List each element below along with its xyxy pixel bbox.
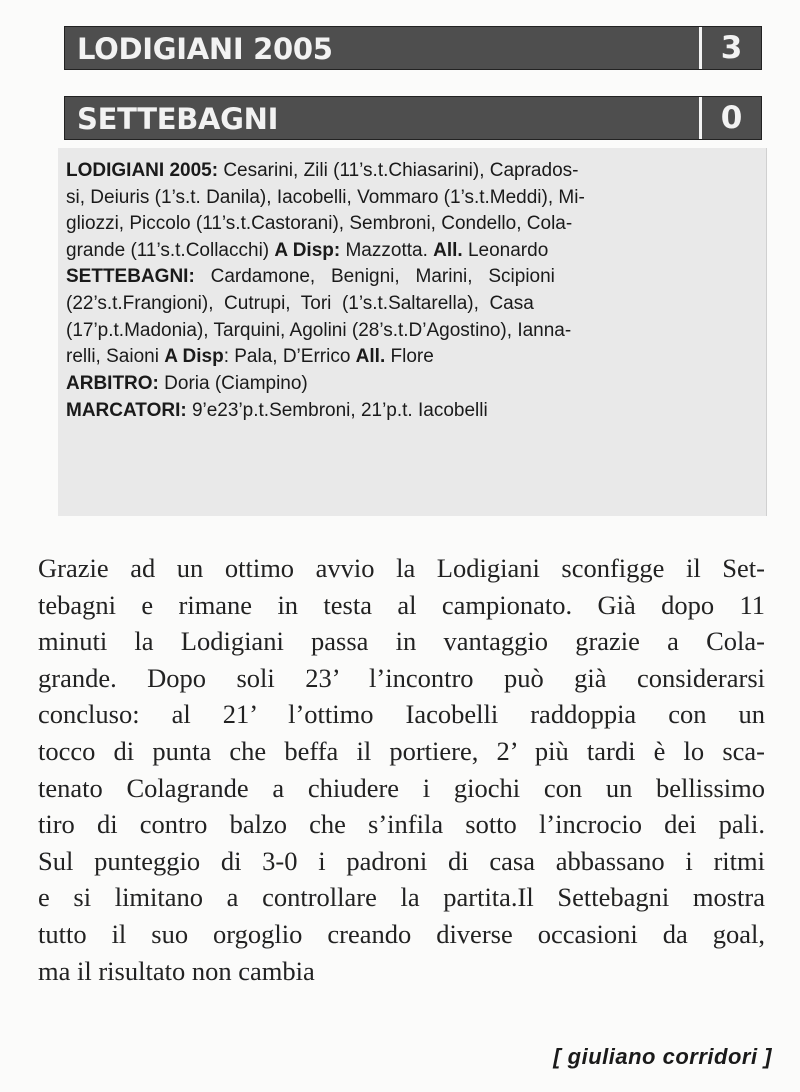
home-lineup-label: LODIGIANI 2005: (66, 160, 219, 181)
home-lineup-line-3: gliozzi, Piccolo (11’s.t.Castorani), Sembroni, Condello, Cola- (66, 213, 573, 234)
scoreboard-row-home (64, 26, 762, 70)
home-coach: Leonardo (462, 240, 549, 261)
home-disp-label: A Disp: (274, 240, 341, 261)
away-lineup-text-4: relli, Saioni (66, 346, 165, 367)
referee-line (66, 371, 756, 398)
scorers-line (66, 398, 756, 425)
away-coach-label: All. (355, 346, 386, 367)
report-line: Grazie ad un ottimo avvio la Lodigiani sconfigge il Set- (38, 553, 765, 583)
report-line: concluso: al 21’ l’ottimo Iacobelli raddoppia con un (38, 699, 765, 730)
away-lineup-line-2: (22’s.t.Frangioni), Cutrupi, Tori (1’s.t.Saltarella), Casa (66, 293, 534, 314)
home-lineup-line-2: si, Deiuris (1’s.t. Danila), Iacobelli, Vommaro (1’s.t.Meddi), Mi- (66, 187, 585, 208)
author-byline: [ giuliano corridori ] (553, 1044, 772, 1069)
report-line: tiro di contro balzo che s’infila sotto l’incrocio dei pali. (38, 809, 765, 840)
home-lineup-text-1: Cesarini, Zili (11’s.t.Chiasarini), Caprados- (218, 160, 579, 181)
report-line: tocco di punta che beffa il portiere, 2’ più tardi è lo sca- (38, 735, 765, 766)
home-lineup-text-4: grande (11’s.t.Collacchi) (66, 240, 275, 261)
away-lineup-label: SETTEBAGNI: (66, 266, 195, 287)
home-disp: Mazzotta. (340, 240, 434, 261)
home-team-name: LODIGIANI 2005 (77, 32, 333, 66)
lineups-box (58, 148, 767, 516)
away-lineup-line-1 (66, 264, 756, 291)
home-coach-label: All. (433, 240, 463, 261)
report-line: tenato Colagrande a chiudere i giochi con un bellissimo (38, 772, 765, 803)
home-team-score: 3 (699, 27, 761, 69)
home-lineup-line-1 (66, 158, 756, 185)
scorers-list: 9’e23’p.t.Sembroni, 21’p.t. Iacobelli (186, 400, 488, 421)
away-lineup-line-4 (66, 344, 756, 371)
away-disp: : Pala, D’Errico (223, 346, 356, 367)
scorers-label: MARCATORI: (66, 400, 187, 421)
home-lineup-line-4 (66, 238, 756, 265)
away-lineup-text-1: Cardamone, Benigni, Marini, Scipioni (194, 266, 555, 287)
away-lineup-line-3: (17’p.t.Madonia), Tarquini, Agolini (28’s.t.D’Agostino), Ianna- (66, 320, 572, 341)
report-line: Sul punteggio di 3-0 i padroni di casa abbassano i ritmi (38, 845, 765, 876)
match-report (38, 550, 778, 989)
away-team-score: 0 (699, 97, 761, 139)
report-line: minuti la Lodigiani passa in vantaggio grazie a Cola- (38, 626, 765, 657)
report-line: tebagni e rimane in testa al campionato. Già dopo 11 (38, 589, 765, 620)
referee-name: Doria (Ciampino) (158, 373, 308, 394)
scoreboard-row-away (64, 96, 762, 140)
report-line: e si limitano a controllare la partita.Il Settebagni mostra (38, 882, 765, 913)
report-line: tutto il suo orgoglio creando diverse occasioni da goal, (38, 918, 765, 949)
away-coach: Flore (385, 346, 434, 367)
away-team-name: SETTEBAGNI (77, 102, 279, 136)
report-line: ma il risultato non cambia (38, 955, 315, 986)
report-line: grande. Dopo soli 23’ l’incontro può già considerarsi (38, 662, 765, 693)
referee-label: ARBITRO: (66, 373, 159, 394)
away-disp-label: A Disp (164, 346, 224, 367)
